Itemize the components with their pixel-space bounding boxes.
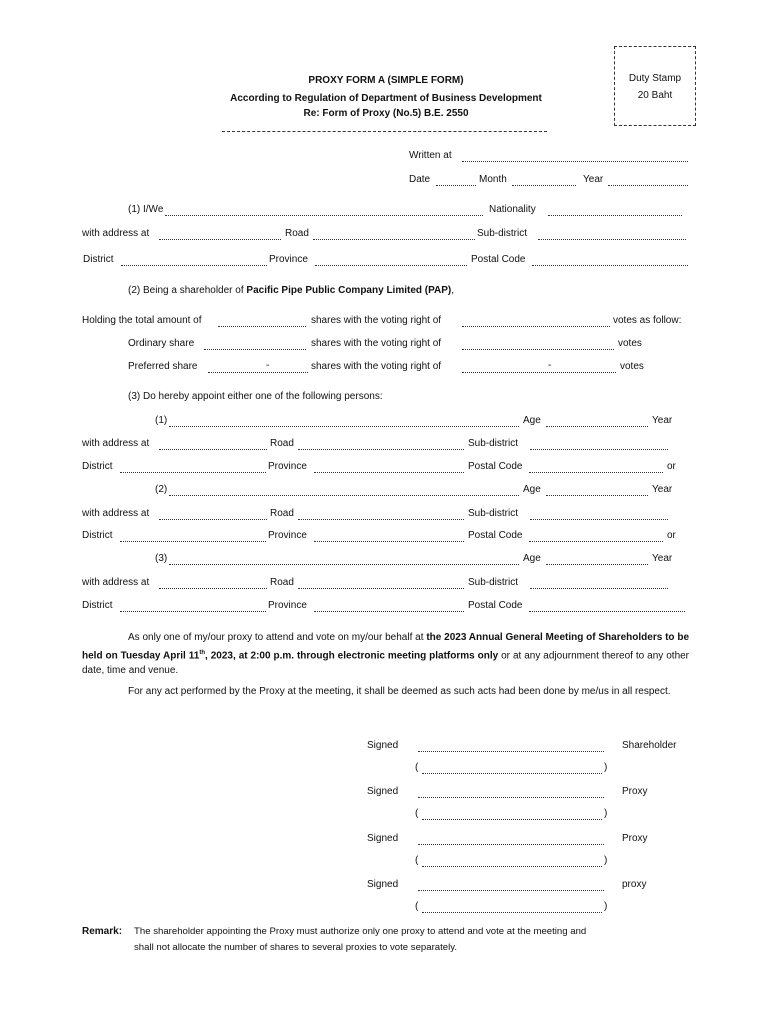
proxy-2-address-field[interactable]	[159, 519, 267, 520]
duty-stamp-box	[614, 46, 696, 126]
date-label: Date	[409, 174, 431, 185]
printed-name-3-close: )	[604, 855, 608, 866]
road-field[interactable]	[313, 239, 475, 240]
proxy-1-postal-code-field[interactable]	[529, 472, 663, 473]
province-field[interactable]	[315, 265, 467, 266]
printed-name-4-open: (	[415, 901, 419, 912]
signature-3-label: Signed	[367, 833, 399, 844]
form-subtitle: According to Regulation of Department of Business Development	[230, 93, 542, 104]
ordinary-shares-field[interactable]	[204, 349, 306, 350]
proxy-3-age-field[interactable]	[546, 564, 648, 565]
proxy-2-sub-district-label: Sub-district	[468, 508, 519, 519]
written-at-field[interactable]	[462, 161, 688, 162]
duty-stamp-amount: 20 Baht	[637, 90, 673, 101]
printed-name-2-field[interactable]	[422, 819, 602, 820]
address-label: with address at	[82, 228, 150, 239]
proxy-3-province-label: Province	[268, 600, 307, 611]
proxy-3-postal-code-field[interactable]	[529, 611, 685, 612]
proxy-1-road-label: Road	[270, 438, 294, 449]
signature-1-role: Shareholder	[622, 740, 677, 751]
proxy-3-year-label: Year	[652, 553, 673, 564]
postal-code-label: Postal Code	[471, 254, 526, 265]
proxy-1-sub-district-field[interactable]	[530, 449, 668, 450]
form-title: PROXY FORM A (SIMPLE FORM)	[308, 75, 464, 86]
proxy-1-district-field[interactable]	[120, 472, 266, 473]
proxy-2-province-label: Province	[268, 530, 307, 541]
proxy-3-sub-district-field[interactable]	[530, 588, 668, 589]
proxy-2-year-label: Year	[652, 484, 673, 495]
proxy-1-age-label: Age	[523, 415, 541, 426]
proxy-3-district-label: District	[82, 600, 113, 611]
proxy-1-or-label: or	[667, 461, 676, 472]
proxy-2-address-label: with address at	[82, 508, 150, 519]
printed-name-2-close: )	[604, 808, 608, 819]
proxy-3-road-label: Road	[270, 577, 294, 588]
proxy-2-postal-code-label: Postal Code	[468, 530, 523, 541]
district-label: District	[83, 254, 114, 265]
remark-line-2: shall not allocate the number of shares to several proxies to vote separately.	[134, 942, 457, 953]
proxy-1-province-field[interactable]	[314, 472, 464, 473]
proxy-1-name-field[interactable]	[169, 426, 519, 427]
preferred-votes-value: -	[548, 360, 552, 371]
remark-label: Remark:	[82, 926, 123, 937]
proxy-2-age-label: Age	[523, 484, 541, 495]
i-we-label: (1) I/We	[128, 204, 164, 215]
proxy-1-district-label: District	[82, 461, 113, 472]
date-field[interactable]	[436, 185, 476, 186]
proxy-2-age-field[interactable]	[546, 495, 648, 496]
shareholder-statement: (2) Being a shareholder of Pacific Pipe Public Company Limited (PAP),	[128, 285, 455, 296]
preferred-voting-label: shares with the voting right of	[311, 361, 442, 372]
printed-name-4-close: )	[604, 901, 608, 912]
year-label: Year	[583, 174, 604, 185]
signature-2-field[interactable]	[418, 797, 604, 798]
address-field[interactable]	[159, 239, 281, 240]
proxy-1-province-label: Province	[268, 461, 307, 472]
proxy-1-address-field[interactable]	[159, 449, 267, 450]
duty-stamp-label: Duty Stamp	[628, 73, 682, 84]
preferred-shares-value: -	[266, 360, 270, 371]
shares-voting-label: shares with the voting right of	[311, 315, 442, 326]
proxy-2-district-field[interactable]	[120, 541, 266, 542]
ordinary-voting-label: shares with the voting right of	[311, 338, 442, 349]
proxy-2-number: (2)	[155, 484, 168, 495]
written-at-label: Written at	[409, 150, 452, 161]
proxy-1-age-field[interactable]	[546, 426, 648, 427]
printed-name-4-field[interactable]	[422, 912, 602, 913]
nationality-label: Nationality	[489, 204, 536, 215]
signature-2-role: Proxy	[622, 786, 648, 797]
district-field[interactable]	[121, 265, 267, 266]
proxy-2-or-label: or	[667, 530, 676, 541]
proxy-1-number: (1)	[155, 415, 168, 426]
proxy-1-year-label: Year	[652, 415, 673, 426]
votes-as-follow-label: votes as follow:	[613, 315, 682, 326]
proxy-3-road-field[interactable]	[298, 588, 464, 589]
printed-name-2-open: (	[415, 808, 419, 819]
printed-name-1-field[interactable]	[422, 773, 602, 774]
acts-paragraph: For any act performed by the Proxy at the meeting, it shall be deemed as such acts had been done by me/us in all respect.	[128, 686, 671, 697]
ordinary-votes-label: votes	[618, 338, 642, 349]
proxy-3-address-label: with address at	[82, 577, 150, 588]
holding-total-label: Holding the total amount of	[82, 315, 202, 326]
proxy-2-province-field[interactable]	[314, 541, 464, 542]
printed-name-1-close: )	[604, 762, 608, 773]
name-field[interactable]	[165, 215, 483, 216]
signature-3-role: Proxy	[622, 833, 648, 844]
signature-3-field[interactable]	[418, 844, 604, 845]
signature-4-field[interactable]	[418, 890, 604, 891]
proxy-3-number: (3)	[155, 553, 168, 564]
proxy-1-address-label: with address at	[82, 438, 150, 449]
signature-1-field[interactable]	[418, 751, 604, 752]
printed-name-1-open: (	[415, 762, 419, 773]
printed-name-3-field[interactable]	[422, 866, 602, 867]
proxy-2-name-field[interactable]	[169, 495, 519, 496]
proxy-3-province-field[interactable]	[314, 611, 464, 612]
proxy-2-district-label: District	[82, 530, 113, 541]
remark-line-1: The shareholder appointing the Proxy must authorize only one proxy to attend and vote at the meeting and	[134, 926, 587, 937]
meeting-paragraph: As only one of my/our proxy to attend and vote on my/our behalf at the 2023 Annual General Meeting of Shareholders to be held on Tuesday April 11th, 2023, at 2:00 p.m. through electronic meeting platforms only or at any adjournment thereof to any other date, time and venue.	[82, 632, 690, 677]
appoint-intro: (3) Do hereby appoint either one of the following persons:	[128, 391, 383, 402]
proxy-2-road-label: Road	[270, 508, 294, 519]
preferred-share-label: Preferred share	[128, 361, 198, 372]
proxy-3-postal-code-label: Postal Code	[468, 600, 523, 611]
proxy-3-age-label: Age	[523, 553, 541, 564]
proxy-2-road-field[interactable]	[298, 519, 464, 520]
signature-2-label: Signed	[367, 786, 399, 797]
proxy-2-postal-code-field[interactable]	[529, 541, 663, 542]
proxy-1-road-field[interactable]	[298, 449, 464, 450]
preferred-shares-field[interactable]	[208, 372, 308, 373]
proxy-3-district-field[interactable]	[120, 611, 266, 612]
preferred-votes-label: votes	[620, 361, 644, 372]
road-label: Road	[285, 228, 309, 239]
province-label: Province	[269, 254, 308, 265]
total-votes-field[interactable]	[462, 326, 610, 327]
signature-1-label: Signed	[367, 740, 399, 751]
proxy-1-postal-code-label: Postal Code	[468, 461, 523, 472]
signature-4-role: proxy	[622, 879, 647, 890]
proxy-1-sub-district-label: Sub-district	[468, 438, 519, 449]
proxy-3-address-field[interactable]	[159, 588, 267, 589]
ordinary-votes-field[interactable]	[462, 349, 614, 350]
proxy-2-sub-district-field[interactable]	[530, 519, 668, 520]
company-name: Pacific Pipe Public Company Limited (PAP)	[246, 285, 452, 296]
month-field[interactable]	[512, 185, 576, 186]
year-field[interactable]	[608, 185, 688, 186]
form-reference: Re: Form of Proxy (No.5) B.E. 2550	[303, 108, 469, 119]
preferred-votes-field[interactable]	[462, 372, 616, 373]
proxy-3-name-field[interactable]	[169, 564, 519, 565]
month-label: Month	[479, 174, 507, 185]
total-shares-field[interactable]	[218, 326, 306, 327]
proxy-3-sub-district-label: Sub-district	[468, 577, 519, 588]
sub-district-field[interactable]	[538, 239, 686, 240]
printed-name-3-open: (	[415, 855, 419, 866]
header-divider	[222, 131, 547, 132]
nationality-field[interactable]	[548, 215, 682, 216]
ordinary-share-label: Ordinary share	[128, 338, 195, 349]
sub-district-label: Sub-district	[477, 228, 528, 239]
signature-4-label: Signed	[367, 879, 399, 890]
postal-code-field[interactable]	[532, 265, 688, 266]
